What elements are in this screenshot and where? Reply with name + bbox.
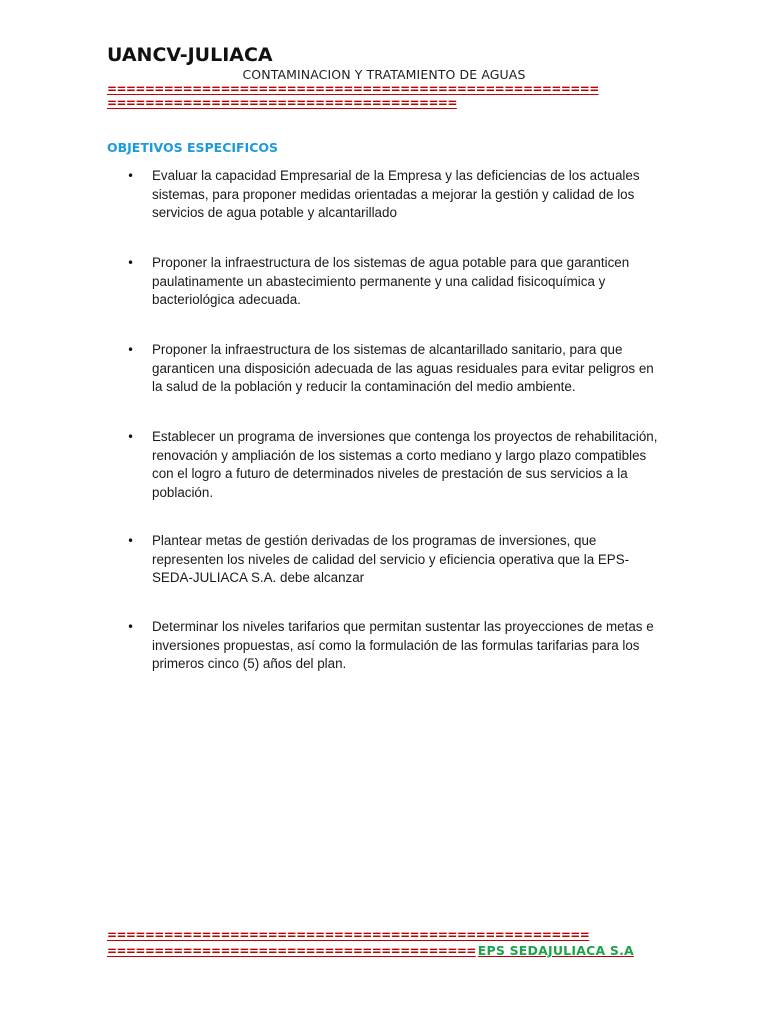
bullet-icon: • bbox=[127, 169, 135, 183]
objective-item-1 bbox=[127, 167, 662, 223]
section-heading: OBJETIVOS ESPECIFICOS bbox=[107, 140, 279, 155]
bullet-icon: • bbox=[127, 534, 135, 548]
bullet-icon: • bbox=[127, 620, 135, 634]
objective-item-4 bbox=[127, 428, 662, 502]
objective-item-2 bbox=[127, 254, 662, 310]
objective-text: Establecer un programa de inversiones que contenga los proyectos de rehabilitación, renovación y ampliación de los sistemas a corto mediano y largo plazo compatibles con el logro a futuro de determinados niveles de prestación de sus servicios a la población. bbox=[152, 429, 658, 500]
objective-text: Proponer la infraestructura de los sistemas de alcantarillado sanitario, para que garanticen una disposición adecuada de las aguas residuales para evitar peligros en la salud de la población y reducir la contaminación del medio ambiente. bbox=[152, 342, 654, 394]
objective-item-5 bbox=[127, 532, 662, 588]
document-subtitle: CONTAMINACION Y TRATAMIENTO DE AGUAS bbox=[242, 67, 526, 82]
objective-item-6 bbox=[127, 618, 662, 674]
objective-text: Plantear metas de gestión derivadas de los programas de inversiones, que representen los niveles de calidad del servicio y eficiencia operativa que la EPS-SEDA-JULIACA S.A. debe alcanzar bbox=[152, 533, 630, 585]
bullet-icon: • bbox=[127, 343, 135, 357]
header-rule-line-1: ==================================================== bbox=[107, 82, 599, 96]
footer-rule-line-1: =================================================== bbox=[107, 928, 590, 942]
footer-brand: EPS SEDAJULIACA S.A bbox=[477, 943, 634, 958]
objective-item-3 bbox=[127, 341, 662, 397]
objective-text: Evaluar la capacidad Empresarial de la Empresa y las deficiencias de los actuales sistemas, para proponer medidas orientadas a mejorar la gestión y calidad de los servicios de agua potable y alcantarillado bbox=[152, 168, 640, 220]
bullet-icon: • bbox=[127, 430, 135, 444]
header-rule-line-2: ===================================== bbox=[107, 96, 457, 110]
footer-rule-text: ======================================= bbox=[107, 944, 476, 958]
bullet-icon: • bbox=[127, 256, 135, 270]
objective-text: Proponer la infraestructura de los sistemas de agua potable para que garanticen paulatinamente un abastecimiento permanente y una calidad fisicoquímica y bacteriológica adecuada. bbox=[152, 255, 630, 307]
objective-text: Determinar los niveles tarifarios que permitan sustentar las proyecciones de metas e inversiones propuestas, así como la formulación de las formulas tarifarias para los primeros cinco (5) años del plan. bbox=[152, 619, 654, 671]
organization-title: UANCV-JULIACA bbox=[107, 44, 273, 66]
footer-rule-line-2 bbox=[107, 944, 634, 958]
